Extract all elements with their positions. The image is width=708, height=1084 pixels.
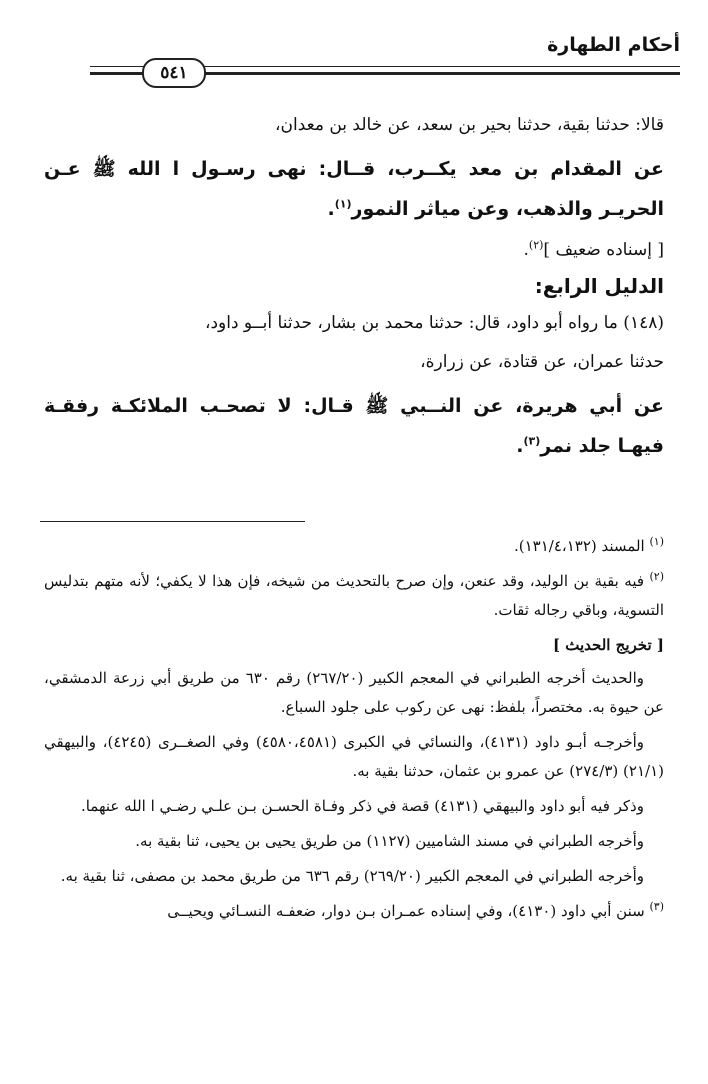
takhrij-heading: [ تخريج الحديث ] <box>552 636 664 654</box>
hadith-2-body: عن أبي هريرة، عن النــبي ﷺ قـال: لا تصحـب الملائكـة رفقـة فيهـا جلد نمر <box>44 395 664 457</box>
footnote-ref-1: (١) <box>334 197 352 211</box>
footnote-separator <box>40 521 305 522</box>
grade-line: [ إسناده ضعيف ]$^{(٢)}$. <box>523 238 664 260</box>
hadith-text-1: عن المقدام بن معد يكــرب، قــال: نهى رسـول ا الله ﷺ عـن الحريـر والذهب، وعن مياثر النمور$^{(١)}$. <box>44 158 664 220</box>
takhrij-paragraph-3: وذكر فيه أبو داود والبيهقي (٤١٣١) قصة في ذكر وفـاة الحسـن بـن علـي رضـي ا الله عنهما. <box>80 797 644 815</box>
footnote-2-text: فيه بقية بن الوليد، وقد عنعن، وإن صرح بالتحديث من شيخه، فإن هذا لا يكفي؛ لأنه متهم بتدليس التسوية، وباقي رجاله ثقات. <box>44 572 664 619</box>
footnote-3 <box>44 897 664 926</box>
chain-paragraph-3: حدثنا عمران، عن قتادة، عن زرارة، <box>420 352 664 372</box>
chain-paragraph-2: (١٤٨) ما رواه أبو داود، قال: حدثنا محمد بن بشار، حدثنا أبــو داود، <box>204 313 664 333</box>
book-title: أحكام الطهارة <box>547 34 680 56</box>
footnote-ref-3: (٣) <box>523 434 541 448</box>
footnote-1-text: المسند (١٣١/٤،١٣٢). <box>513 537 645 555</box>
section-heading: الدليل الرابع: <box>534 274 664 298</box>
takhrij-paragraph-5: وأخرجه الطبراني في المعجم الكبير (٢٦٩/٢٠) رقم ٦٣٦ من طريق محمد بن مصفى، ثنا بقية به. <box>60 867 644 885</box>
hadith-1-body: عن المقدام بن معد يكــرب، قــال: نهى رسـول ا الله ﷺ عـن الحريـر والذهب، وعن مياثر النمور <box>44 158 664 220</box>
page-header <box>90 28 680 98</box>
footnote-1 <box>44 532 664 561</box>
takhrij-paragraph-4: وأخرجه الطبراني في مسند الشاميين (١١٢٧) من طريق يحيى بن يحيى، ثنا بقية به. <box>135 832 644 850</box>
chain-paragraph-1: قالا: حدثنا بقية، حدثنا بحير بن سعد، عن خالد بن معدان، <box>275 115 664 135</box>
footnote-3-text: سنن أبي داود (٤١٣٠)، وفي إسناده عمـران بـن دوار، ضعفـه النسـائي ويحيــى <box>167 902 645 920</box>
footnote-1-number: (١) <box>649 535 664 548</box>
takhrij-paragraph-1: والحديث أخرجه الطبراني في المعجم الكبير (٢٦٧/٢٠) رقم ٦٣٠ من طريق أبي زرعة الدمشقي، عن حيوة به. مختصراً، بلفظ: نهى عن ركوب على جلود السباع. <box>44 669 664 716</box>
grade-text: [ إسناده ضعيف ] <box>543 240 664 260</box>
footnotes <box>44 532 664 932</box>
footnote-2-number: (٢) <box>649 570 664 583</box>
page-number-badge <box>142 58 206 88</box>
takhrij-paragraph-2: وأخرجـه أبـو داود (٤١٣١)، والنسائي في الكبرى (٤٥٨٠،٤٥٨١) وفي الصغــرى (٤٢٤٥)، والبيهقي (٢١/١) (٢٧٤/٣) عن عمرو بن عثمان، حدثنا بقية به. <box>44 733 664 780</box>
footnote-2 <box>44 567 664 625</box>
hadith-text-2: عن أبي هريرة، عن النــبي ﷺ قـال: لا تصحـب الملائكـة رفقـة فيهـا جلد نمر$^{(٣)}$. <box>44 395 664 457</box>
footnote-ref-2: (٢) <box>528 238 544 252</box>
page-number: ٥٤١ <box>160 63 188 83</box>
main-text <box>44 110 664 472</box>
footnote-3-number: (٣) <box>649 900 664 913</box>
